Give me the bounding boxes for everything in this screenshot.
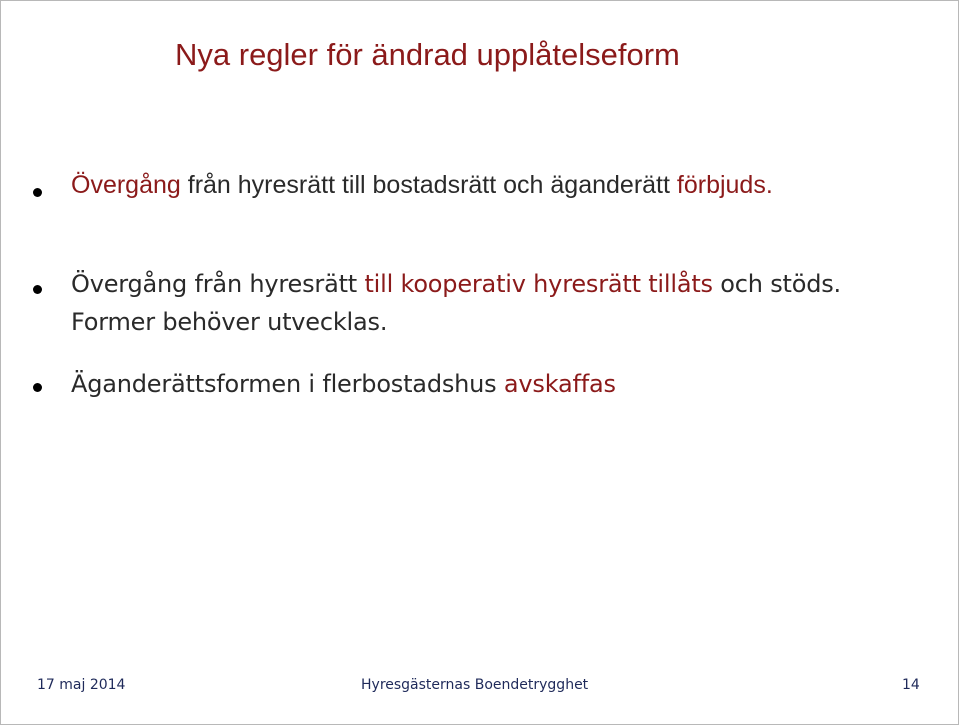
bullet-2-part-2: till kooperativ hyresrätt tillåts — [364, 270, 713, 298]
bullet-1-part-3: förbjuds. — [676, 171, 773, 199]
slide-title: Nya regler för ändrad upplåtelseform — [175, 37, 680, 72]
bullet-text-2 — [71, 265, 911, 341]
footer-page-number: 14 — [902, 677, 920, 693]
bullet-2-part-3: och stöds. Former behöver utvecklas. — [71, 270, 841, 336]
bullet-3-part-1: Äganderättsformen i flerbostadshus — [71, 370, 504, 398]
bullet-text-1 — [71, 167, 831, 204]
footer-date: 17 maj 2014 — [37, 677, 126, 693]
bullet-3-part-2: avskaffas — [503, 370, 616, 398]
bullet-1-part-2: från hyresrätt till bostadsrätt och äganderätt — [180, 171, 677, 199]
bullet-2-part-1: Övergång från hyresrätt — [71, 270, 365, 298]
bullet-dot-icon — [33, 285, 42, 294]
footer-organization: Hyresgästernas Boendetrygghet — [361, 677, 589, 693]
bullet-dot-icon — [33, 188, 42, 197]
bullet-1-part-1: Övergång — [71, 171, 181, 199]
bullet-dot-icon — [33, 383, 42, 392]
bullet-text-3 — [71, 365, 911, 403]
